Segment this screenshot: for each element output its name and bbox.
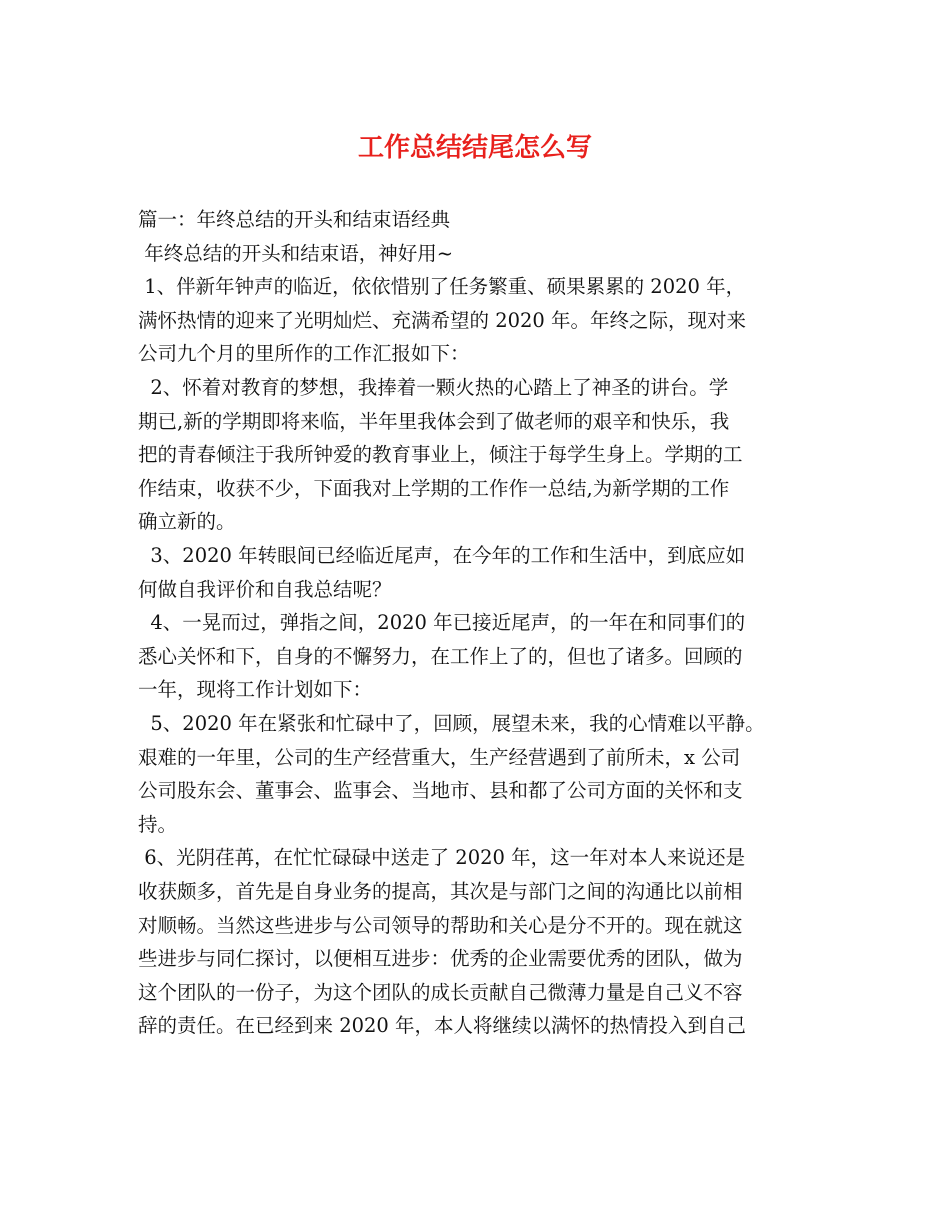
body-text-line: 公司股东会、董事会、监事会、当地市、县和都了公司方面的关怀和支 <box>138 779 743 803</box>
body-text-line: 确立新的。 <box>138 510 236 534</box>
body-text-line: 3、2020 年转眼间已经临近尾声，在今年的工作和生活中，到底应如 <box>138 544 746 567</box>
body-text-line: 收获颇多，首先是自身业务的提高，其次是与部门之间的沟通比以前相 <box>138 880 743 903</box>
body-text-line: 悉心关怀和下，自身的不懈努力，在工作上了的，但也了诸多。回顾的 <box>138 644 743 668</box>
body-text-line: 何做自我评价和自我总结呢？ <box>138 577 392 601</box>
body-text-line: 2、怀着对教育的梦想，我捧着一颗火热的心踏上了神圣的讲台。学 <box>138 376 729 399</box>
body-text-line: 些进步与同仁探讨，以便相互进步：优秀的企业需要优秀的团队，做为 <box>138 947 743 971</box>
body-text-line: 6、光阴荏苒，在忙忙碌碌中送走了 2020 年，这一年对本人来说还是 <box>138 846 746 870</box>
body-text-line: 篇一：年终总结的开头和结束语经典 <box>138 208 451 231</box>
page-title: 工作总结结尾怎么写 <box>357 133 592 163</box>
body-text-line: 期已,新的学期即将来临，半年里我体会到了做老师的艰辛和快乐，我 <box>138 409 730 433</box>
body-text-line: 4、一晃而过，弹指之间，2020 年已接近尾声，的一年在和同事们的 <box>138 611 746 635</box>
body-text-line: 对顺畅。当然这些进步与公司领导的帮助和关心是分不开的。现在就这 <box>138 913 743 937</box>
body-text-line: 公司九个月的里所作的工作汇报如下： <box>138 342 470 366</box>
body-text-line: 满怀热情的迎来了光明灿烂、充满希望的 2020 年。年终之际，现对来 <box>138 308 747 332</box>
body-text-line: 1、伴新年钟声的临近，依依惜别了任务繁重、硕果累累的 2020 年， <box>138 275 746 299</box>
body-text-line: 年终总结的开头和结束语，神好用~ <box>138 241 454 265</box>
body-text-line: 一年，现将工作计划如下： <box>138 678 373 702</box>
body-text-line: 作结束，收获不少，下面我对上学期的工作作一总结,为新学期的工作 <box>138 476 730 500</box>
body-text-line: 持。 <box>138 812 178 836</box>
body-text-line: 辞的责任。在已经到来 2020 年，本人将继续以满怀的热情投入到自己 <box>138 1014 747 1038</box>
body-text-line: 5、2020 年在紧张和忙碌中了，回顾，展望未来，我的心情难以平静。 <box>138 712 765 735</box>
body-text-line: 艰难的一年里，公司的生产经营重大，生产经营遇到了前所未，x 公司 <box>138 745 741 769</box>
body-text-line: 把的青春倾注于我所钟爱的教育事业上，倾注于每学生身上。学期的工 <box>138 443 743 467</box>
body-text-line: 这个团队的一份子，为这个团队的成长贡献自己微薄力量是自己义不容 <box>138 980 743 1004</box>
